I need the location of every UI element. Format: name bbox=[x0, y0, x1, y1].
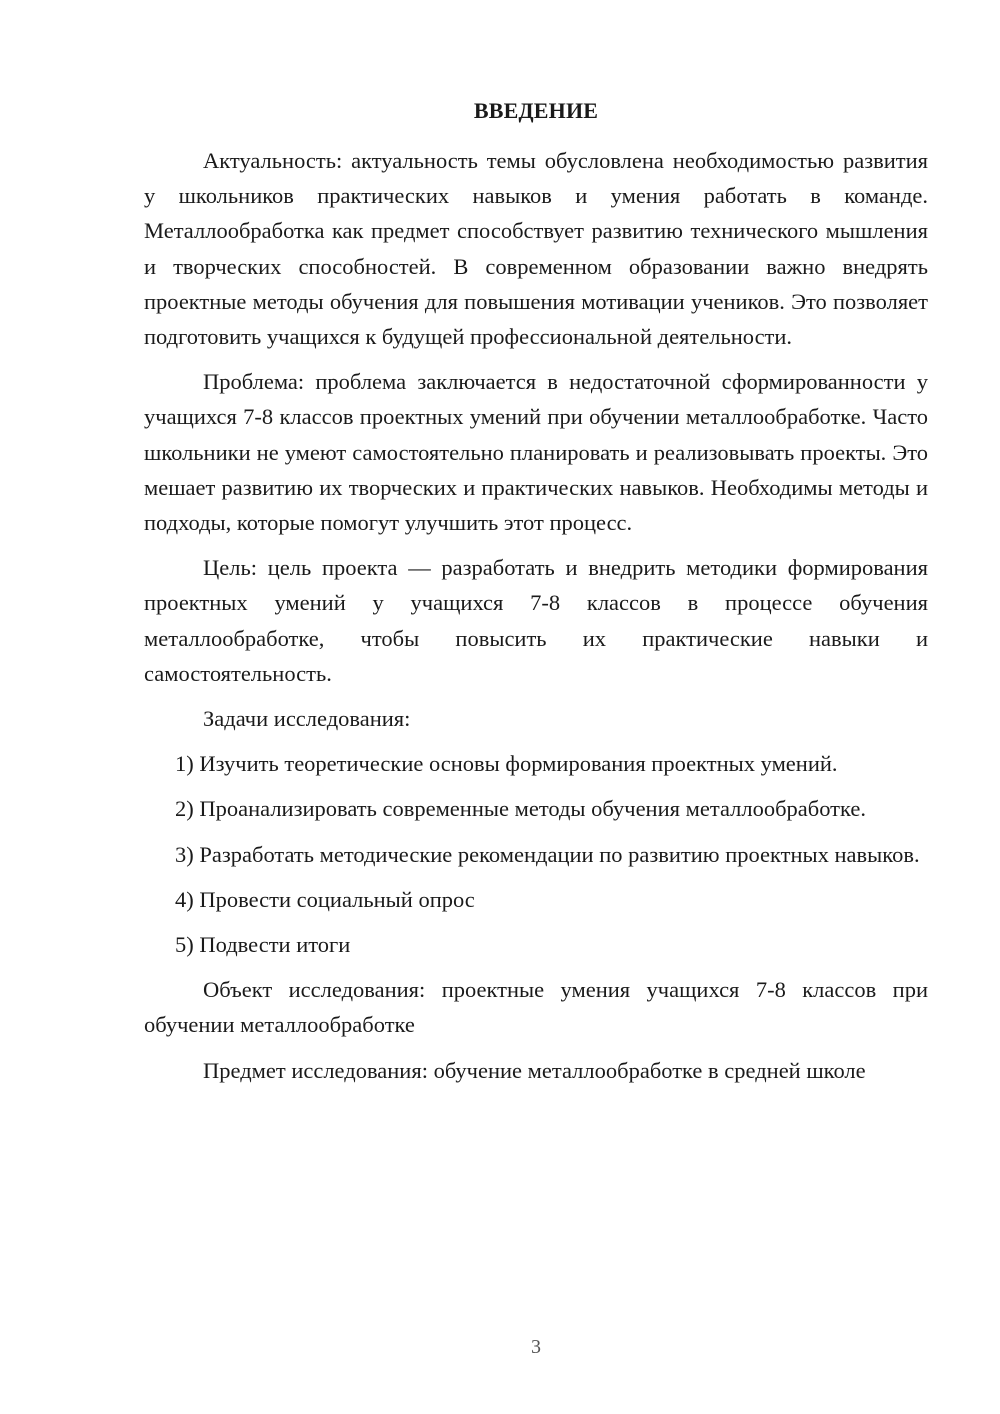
task-item-4: 4) Провести социальный опрос bbox=[175, 886, 475, 912]
page-number: 3 bbox=[531, 1336, 541, 1358]
paragraph-relevance: Актуальность: актуальность темы обусловлена необходимостью развития у школьников практических навыков и умения работать в команде. Металлообработка как предмет способствует развитию технического мышления и творческих способностей. В современном образовании важно внедрять проектные методы обучения для повышения мотивации учеников. Это позволяет подготовить учащихся к будущей профессиональной деятельности. bbox=[144, 148, 928, 350]
page-title: ВВЕДЕНИЕ bbox=[473, 98, 599, 123]
task-item-3: 3) Разработать методические рекомендации по развитию проектных навыков. bbox=[175, 841, 920, 867]
task-item-1: 1) Изучить теоретические основы формирования проектных умений. bbox=[175, 751, 838, 777]
paragraph-problem: Проблема: проблема заключается в недостаточной сформированности у учащихся 7-8 классов проектных умений при обучении металлообработке. Часто школьники не умеют самостоятельно планировать и реализовывать проекты. Это мешает развитию их творческих и практических навыков. Необходимы методы и подходы, которые помогут улучшить этот процесс. bbox=[144, 369, 928, 536]
paragraph-object: Объект исследования: проектные умения учащихся 7-8 классов при обучении металлообработке bbox=[144, 977, 928, 1038]
paragraph-subject: Предмет исследования: обучение металлообработке в средней школе bbox=[203, 1057, 866, 1083]
tasks-heading: Задачи исследования: bbox=[203, 706, 411, 732]
task-item-5: 5) Подвести итоги bbox=[175, 932, 351, 958]
task-item-2: 2) Проанализировать современные методы обучения металлообработке. bbox=[175, 796, 866, 822]
body-text bbox=[144, 143, 928, 1088]
paragraph-goal: Цель: цель проекта — разработать и внедрить методики формирования проектных умений у учащихся 7-8 классов в процессе обучения металлообработке, чтобы повысить их практические навыки и самостоятельность. bbox=[144, 555, 928, 686]
